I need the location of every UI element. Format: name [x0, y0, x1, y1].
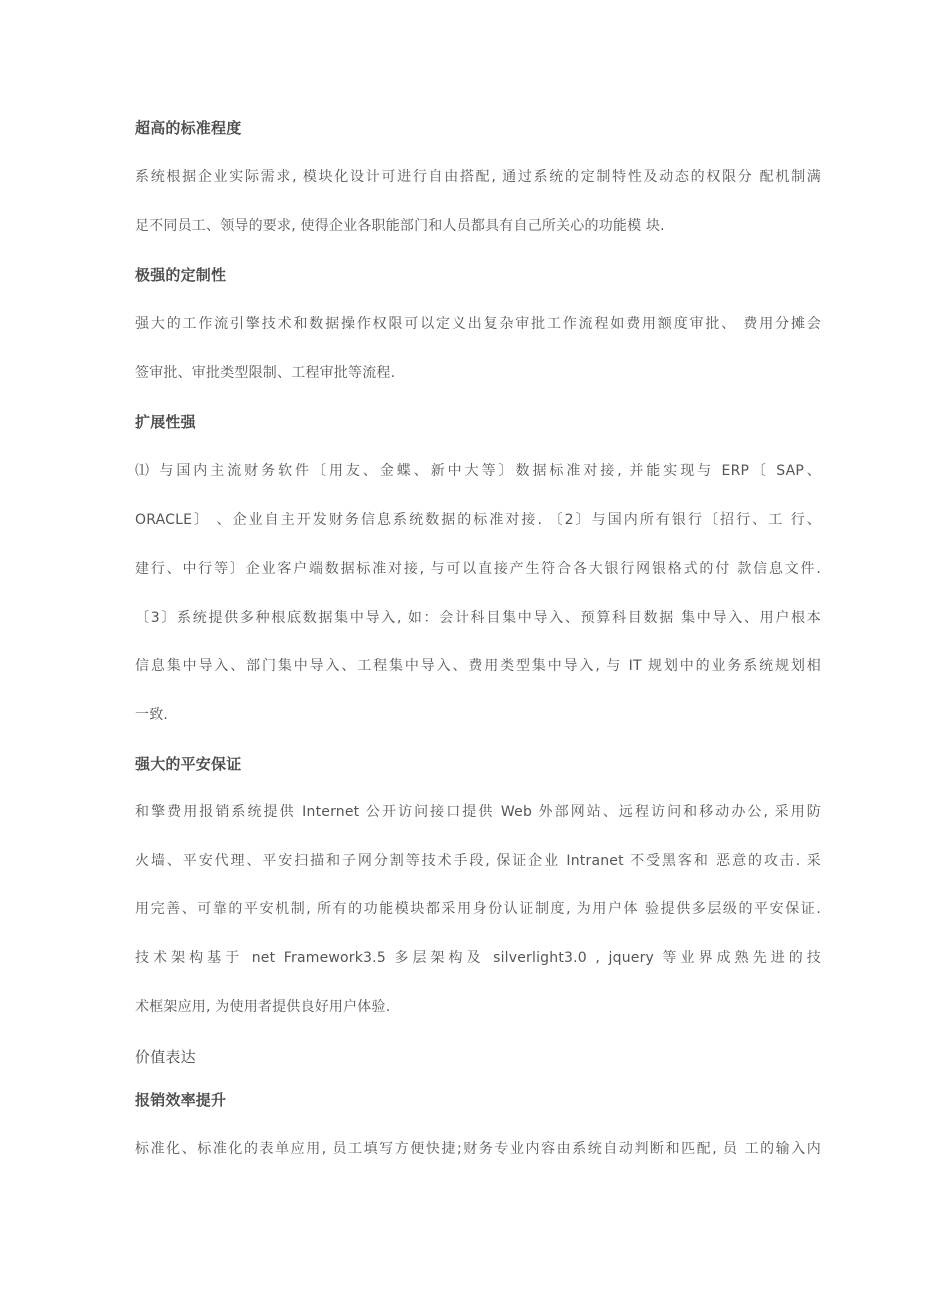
paragraph-line: 标准化、标准化的表单应用, 员工填写方便快捷;财务专业内容由系统自动判断和匹配, 员 工的输入内 [135, 1141, 821, 1157]
paragraph-line: 术框架应用, 为使用者提供良好用户体验. [135, 999, 391, 1015]
paragraph-line: 签审批、审批类型限制、工程审批等流程. [135, 365, 396, 381]
paragraph-line: 和擎费用报销系统提供 Internet 公开访问接口提供 Web 外部网站、远程访问和移动办公, 采用防 [135, 804, 821, 820]
paragraph-line: 信息集中导入、部门集中导入、工程集中导入、费用类型集中导入, 与 IT 规划中的业务系统规划相 [135, 658, 821, 674]
paragraph-line: 强大的工作流引擎技术和数据操作权限可以定义出复杂审批工作流程如费用额度审批、 费用分摊会 [135, 316, 821, 332]
paragraph-line: ORACLE〕 、企业自主开发财务信息系统数据的标准对接. 〔2〕与国内所有银行〔招行、工 行、 [135, 512, 821, 528]
section-heading-efficiency: 报销效率提升 [135, 1091, 227, 1109]
section-heading-standard: 超高的标准程度 [135, 119, 242, 137]
paragraph-line: 一致. [135, 707, 169, 723]
paragraph-line: 火墙、平安代理、平安扫描和子网分割等技术手段, 保证企业 Intranet 不受黑客和 恶意的攻击. 采 [135, 853, 821, 869]
paragraph-line: 〔3〕系统提供多种根底数据集中导入, 如：会计科目集中导入、预算科目数据 集中导入、用户根本 [135, 610, 821, 626]
paragraph-line: ⑴ 与国内主流财务软件〔用友、金蝶、新中大等〕数据标准对接, 并能实现与 ERP〔 SAP、 [135, 463, 821, 479]
section-heading-extensibility: 扩展性强 [135, 413, 196, 431]
section-heading-customization: 极强的定制性 [135, 266, 227, 284]
paragraph-line: 系统根据企业实际需求, 模块化设计可进行自由搭配, 通过系统的定制特性及动态的权限分 配机制满 [135, 169, 821, 185]
paragraph-line: 技术架构基于 net Framework3.5 多层架构及 silverlight3.0 , jquery 等业界成熟先进的技 [135, 950, 821, 966]
paragraph-line: 足不同员工、领导的要求, 使得企业各职能部门和人员都具有自己所关心的功能模 块. [135, 218, 665, 234]
paragraph-line: 用完善、可靠的平安机制, 所有的功能模块都采用身份认证制度, 为用户体 验提供多层级的平安保证. [135, 901, 821, 917]
section-heading-value: 价值表达 [135, 1048, 196, 1066]
paragraph-line: 建行、中行等〕企业客户端数据标准对接, 与可以直接产生符合各大银行网银格式的付 款信息文件. [135, 561, 821, 577]
section-heading-security: 强大的平安保证 [135, 755, 242, 773]
